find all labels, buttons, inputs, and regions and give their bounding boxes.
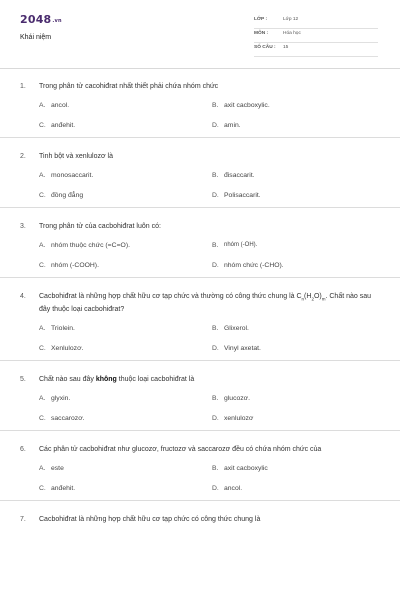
meta-label: SỐ CÂU : xyxy=(254,45,276,50)
question-number: 1. xyxy=(20,83,26,90)
option-letter: A. xyxy=(39,242,46,249)
option-text: axit cacboxylic. xyxy=(224,102,270,109)
answer-option-b[interactable] xyxy=(212,170,378,181)
answer-option-a[interactable] xyxy=(39,100,212,111)
question-1 xyxy=(0,68,400,138)
option-text: đisaccarit. xyxy=(224,172,255,179)
question-text xyxy=(39,374,380,385)
option-text: đồng đẳng xyxy=(51,192,84,199)
option-letter: A. xyxy=(39,465,46,473)
meta-label: MÔN : xyxy=(254,31,269,36)
question-number: 6. xyxy=(20,446,26,454)
option-text: Glixerol. xyxy=(224,325,249,333)
option-letter: A. xyxy=(39,395,46,403)
option-text: amin. xyxy=(224,122,241,129)
answer-options xyxy=(39,463,380,494)
answer-option-c[interactable] xyxy=(39,483,212,494)
answer-option-a[interactable] xyxy=(39,170,212,181)
logo-text: 2048 xyxy=(20,13,52,26)
question-5 xyxy=(0,361,400,431)
question-text-part: Cacbohiđrat là những hợp chất hữu cơ tạp chức và thường có công thức chung là xyxy=(39,293,295,300)
option-text: Polisaccarit. xyxy=(224,192,261,199)
meta-subject xyxy=(254,28,378,43)
option-letter: D. xyxy=(212,122,219,129)
option-text: Triolein. xyxy=(51,325,75,333)
answer-option-d[interactable] xyxy=(212,483,378,494)
answer-option-d[interactable] xyxy=(212,190,378,201)
answer-options xyxy=(39,240,380,271)
question-number: 2. xyxy=(20,153,26,160)
answer-options xyxy=(39,323,380,354)
question-text: Tinh bột và xenlulozơ là xyxy=(39,153,113,160)
option-letter: C. xyxy=(39,262,46,269)
question-list xyxy=(0,68,400,531)
answer-option-c[interactable] xyxy=(39,190,212,201)
formula-subscript: n xyxy=(301,296,305,302)
option-letter: A. xyxy=(39,102,46,109)
formula-part: O) xyxy=(313,293,322,300)
answer-option-a[interactable] xyxy=(39,323,212,334)
option-text: Xenlulozơ. xyxy=(51,345,84,353)
answer-option-a[interactable] xyxy=(39,393,212,404)
option-letter: D. xyxy=(212,262,219,269)
answer-option-b[interactable] xyxy=(212,393,378,404)
option-text: xenlulozơ xyxy=(224,415,254,423)
answer-option-c[interactable] xyxy=(39,120,212,131)
question-3 xyxy=(0,208,400,278)
answer-option-c[interactable] xyxy=(39,260,212,271)
option-text: glyxin. xyxy=(51,395,71,403)
answer-option-d[interactable] xyxy=(212,120,378,131)
question-emphasis: không xyxy=(95,376,117,384)
question-text xyxy=(39,291,380,315)
question-text: Các phân tử cacbohiđrat như glucozơ, fructozơ và saccarozơ đều có chứa nhóm chức của xyxy=(39,446,322,454)
answer-option-c[interactable] xyxy=(39,413,212,424)
question-2 xyxy=(0,138,400,208)
option-text: ancol. xyxy=(224,485,243,493)
question-number: 3. xyxy=(20,223,26,230)
answer-options xyxy=(39,170,380,201)
option-letter: B. xyxy=(212,102,219,109)
meta-value: Hóa học xyxy=(283,31,301,36)
option-text: axit cacboxylic xyxy=(224,465,268,473)
option-letter: C. xyxy=(39,122,46,129)
meta-value: 15 xyxy=(283,45,289,50)
worksheet-header xyxy=(0,0,400,69)
option-text: nhóm chức (-CHO). xyxy=(224,262,284,269)
question-number: 4. xyxy=(20,293,26,300)
option-letter: A. xyxy=(39,172,46,179)
question-6 xyxy=(0,431,400,501)
option-text: anđehit. xyxy=(51,485,76,493)
option-text: saccarozơ. xyxy=(51,415,85,423)
answer-option-d[interactable] xyxy=(212,413,378,424)
option-letter: B. xyxy=(212,395,219,403)
option-letter: C. xyxy=(39,485,46,493)
answer-option-c[interactable] xyxy=(39,343,212,354)
question-text: Trong phân tử của cacbohiđrat luôn có: xyxy=(39,223,161,230)
logo-tld: .vn xyxy=(52,18,62,24)
answer-options xyxy=(39,393,380,424)
option-text: anđehit. xyxy=(51,122,76,129)
option-text: ancol. xyxy=(51,102,70,109)
question-text: Cacbohiđrat là những hợp chất hữu cơ tạp chức có công thức chung là xyxy=(39,516,261,524)
option-text: nhóm (-COOH). xyxy=(51,262,99,269)
meta-class xyxy=(254,14,378,29)
question-4 xyxy=(0,278,400,361)
meta-question-count xyxy=(254,42,378,57)
answer-option-b[interactable] xyxy=(212,240,378,251)
answer-option-b[interactable] xyxy=(212,323,378,334)
option-letter: C. xyxy=(39,192,46,199)
question-text-part: Chất nào sau đây xyxy=(39,376,96,384)
answer-option-d[interactable] xyxy=(212,343,378,354)
worksheet-title: Khái niệm xyxy=(20,34,52,41)
question-7 xyxy=(0,501,400,531)
answer-option-d[interactable] xyxy=(212,260,378,271)
answer-options xyxy=(39,100,380,131)
formula-subscript: m xyxy=(321,296,326,302)
option-text: nhóm (-OH). xyxy=(224,242,258,248)
option-letter: B. xyxy=(212,465,219,473)
option-letter: A. xyxy=(39,325,46,333)
question-number: 7. xyxy=(20,516,26,524)
option-text: Vinyl axetat. xyxy=(224,345,261,353)
option-letter: D. xyxy=(212,192,219,199)
formula-part: (H xyxy=(304,293,312,300)
formula-part: C xyxy=(296,293,302,300)
option-text: nhóm thuộc chức (=C=O). xyxy=(51,242,130,249)
question-text-part: . Chất nào sau đây thuộc loại cacbohiđrat? xyxy=(39,293,372,314)
option-letter: D. xyxy=(212,415,219,423)
answer-option-a[interactable] xyxy=(39,463,212,474)
formula-subscript: 2 xyxy=(311,296,314,302)
answer-option-b[interactable] xyxy=(212,100,378,111)
question-text-part: thuộc loại cacbohiđrat là xyxy=(116,376,195,384)
question-number: 5. xyxy=(20,376,26,384)
option-letter: D. xyxy=(212,345,219,353)
option-letter: B. xyxy=(212,242,219,249)
option-text: este xyxy=(51,465,64,473)
site-logo[interactable] xyxy=(20,13,62,26)
option-letter: C. xyxy=(39,415,46,423)
option-letter: B. xyxy=(212,172,219,179)
option-text: monosaccarit. xyxy=(51,172,94,179)
answer-option-a[interactable] xyxy=(39,240,212,251)
meta-label: LỚP : xyxy=(254,17,268,22)
question-text: Trong phân tử cacohiđrat nhất thiết phải chứa nhóm chức xyxy=(39,83,219,90)
option-letter: C. xyxy=(39,345,46,353)
option-text: glucozơ. xyxy=(224,395,250,403)
option-letter: B. xyxy=(212,325,219,333)
chemical-formula xyxy=(296,293,325,300)
option-letter: D. xyxy=(212,485,219,493)
meta-value: Lớp 12 xyxy=(283,17,299,22)
answer-option-b[interactable] xyxy=(212,463,378,474)
